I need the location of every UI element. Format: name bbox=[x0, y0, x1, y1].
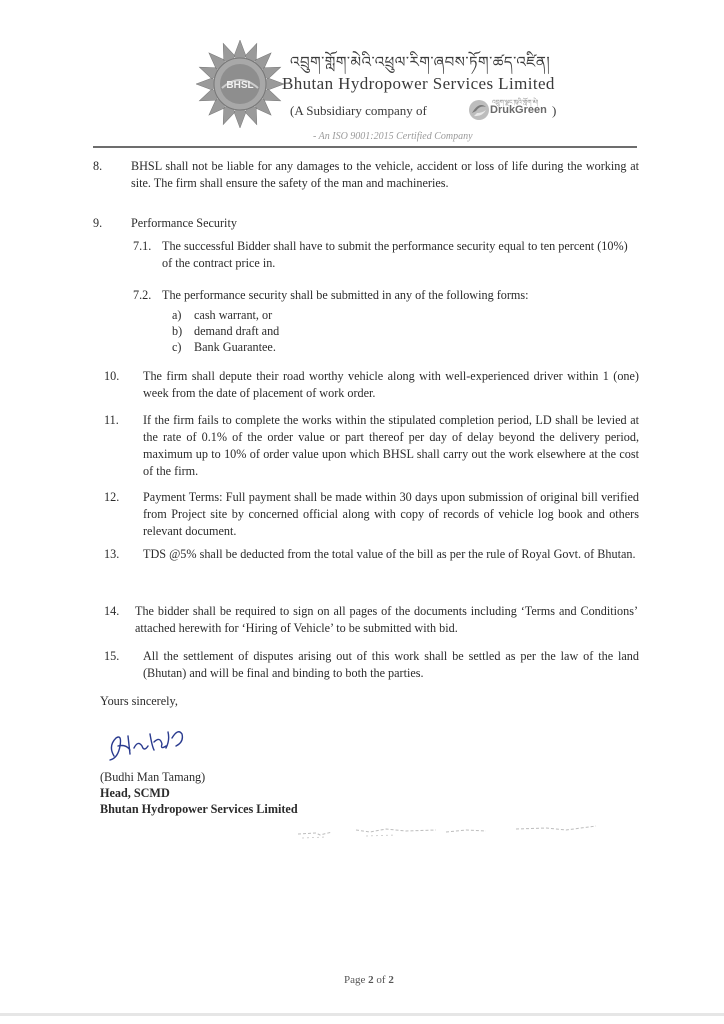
clause-number: 10. bbox=[104, 369, 120, 383]
clause-text: All the settlement of disputes arising out of this work shall be settled as per the law of the land (Bhutan) and will be final and binding to both the parties. bbox=[143, 649, 639, 680]
drukgreen-dzongkha-text: འབྲུག་ལྗང་ཁུའི་གློག་མེ། bbox=[492, 99, 539, 106]
company-name: Bhutan Hydropower Services Limited bbox=[282, 74, 555, 93]
scan-bottom-edge bbox=[0, 1013, 724, 1016]
faint-stamp-marks bbox=[296, 820, 616, 844]
clause-text: The firm shall depute their road worthy vehicle along with well-experienced driver within 1 (one) week from the date of placement of work order. bbox=[143, 369, 639, 400]
clause-text: BHSL shall not be liable for any damages to the vehicle, accident or loss of life during the working at site. The firm shall ensure the safety of the man and machineries. bbox=[131, 159, 639, 190]
clause-number: 15. bbox=[104, 649, 120, 663]
subclause-text: The performance security shall be submitted in any of the following forms: bbox=[162, 288, 529, 302]
subsidiary-prefix: (A Subsidiary company of bbox=[290, 103, 427, 118]
clause-text: If the firm fails to complete the works within the stipulated completion period, LD shall be levied at the rate of 0.1% of the order value or part thereof per day of delay beyond the delivery period, maximum up to 10% of order value upon which BHSL shall carry out the work elsewhere at the cost of the firm. bbox=[143, 413, 639, 478]
subsidiary-line bbox=[290, 99, 557, 119]
option-text: demand draft and bbox=[194, 324, 280, 338]
clause-number: 9. bbox=[93, 216, 103, 230]
clause-number: 11. bbox=[104, 413, 119, 427]
salutation: Yours sincerely, bbox=[100, 694, 178, 708]
signatory-name: (Budhi Man Tamang) bbox=[100, 770, 206, 784]
clause-number: 12. bbox=[104, 490, 120, 504]
iso-certification-note: - An ISO 9001:2015 Certified Company bbox=[313, 131, 473, 142]
option-text: cash warrant, or bbox=[194, 308, 273, 322]
option-item bbox=[172, 307, 272, 324]
page-number bbox=[344, 974, 394, 986]
dzongkha-company-title: འབྲུག་གློག་མེའི་འཕྲུལ་རིག་ཞབས་ཏོག་ཚད་འཛིན། bbox=[290, 53, 551, 71]
header-divider bbox=[93, 146, 637, 148]
clause-number: 14. bbox=[104, 604, 120, 618]
subclause-text: The successful Bidder shall have to submit the performance security equal to ten percent (10%) of the contract price in. bbox=[162, 239, 628, 270]
logo-text: BHSL bbox=[226, 80, 254, 91]
drukgreen-logo bbox=[468, 97, 550, 123]
clause-heading: Performance Security bbox=[131, 216, 237, 230]
option-item bbox=[172, 323, 279, 340]
clause-text: The bidder shall be required to sign on all pages of the documents including ‘Terms and Conditions’ attached herewith for ‘Hiring of Vehicle’ to be submitted with bid. bbox=[135, 604, 638, 635]
clause-number: 8. bbox=[93, 159, 103, 173]
drukgreen-text: DrukGreen bbox=[490, 104, 547, 116]
subclause-number: 7.2. bbox=[133, 288, 152, 302]
option-letter: c) bbox=[172, 340, 182, 354]
option-letter: a) bbox=[172, 308, 182, 322]
subclause-number: 7.1. bbox=[133, 239, 152, 253]
signatory-organization: Bhutan Hydropower Services Limited bbox=[100, 802, 298, 816]
page-prefix: Page bbox=[344, 974, 369, 986]
signatory-designation: Head, SCMD bbox=[100, 786, 170, 800]
bhsl-logo-icon bbox=[192, 36, 288, 132]
drukgreen-swirl-icon bbox=[468, 99, 490, 121]
clause-text: Payment Terms: Full payment shall be made within 30 days upon submission of original bill verified from Project site by concerned official along with copy of records of vehicle log book and others relevant document. bbox=[143, 490, 639, 538]
page-total: 2 bbox=[388, 974, 394, 986]
subsidiary-suffix: ) bbox=[552, 103, 557, 118]
clause-text: TDS @5% shall be deducted from the total value of the bill as per the rule of Royal Govt. of Bhutan. bbox=[143, 547, 636, 561]
option-item bbox=[172, 339, 276, 356]
option-letter: b) bbox=[172, 324, 183, 338]
clause-number: 13. bbox=[104, 547, 120, 561]
option-text: Bank Guarantee. bbox=[194, 340, 276, 354]
page-middle: of bbox=[373, 974, 389, 986]
signature-icon bbox=[100, 716, 200, 766]
page-current: 2 bbox=[368, 974, 374, 986]
